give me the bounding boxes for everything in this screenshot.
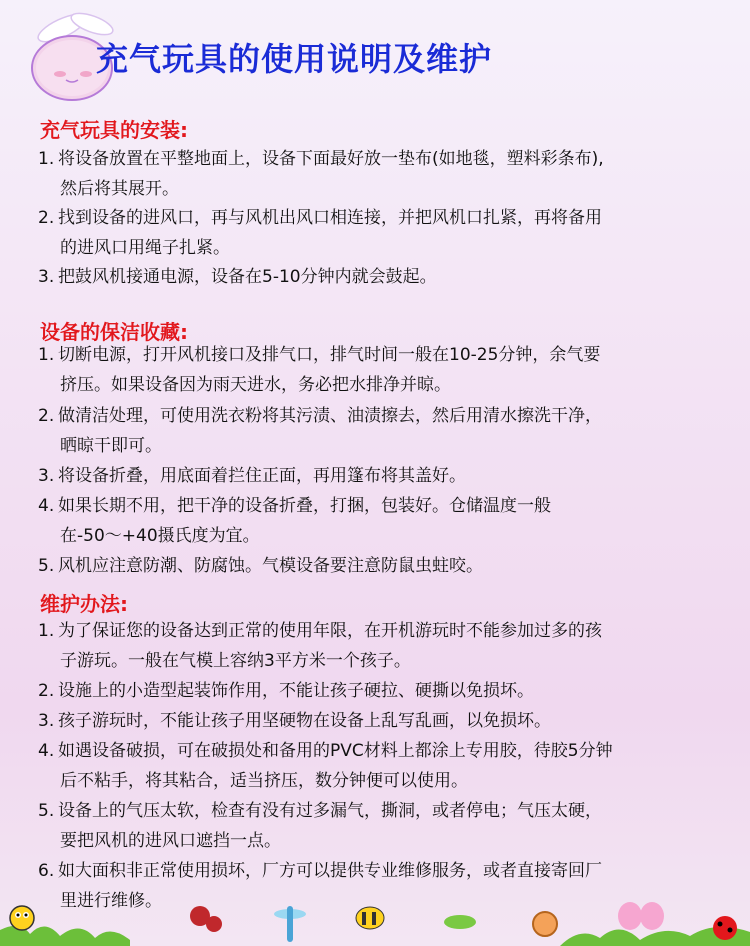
list-item [38, 144, 738, 204]
list-item-text-continued: 里进行维修。 [60, 891, 162, 911]
list-item [38, 340, 738, 400]
list-item [38, 706, 738, 736]
list-item [38, 401, 738, 461]
list-item-text: 设备上的气压太软，检查有没有过多漏气，撕洞，或者停电；气压太硬， [58, 801, 602, 821]
list-item-text-continued: 要把风机的进风口遮挡一点。 [60, 831, 281, 851]
list-item [38, 491, 738, 551]
list-item-text-continued: 后不粘手，将其粘合，适当挤压，数分钟便可以使用。 [60, 771, 468, 791]
list-item-number: 2. [38, 406, 55, 426]
list-item-number: 1. [38, 345, 55, 365]
header [0, 0, 750, 110]
section-heading-installation: 充气玩具的安装: [40, 118, 188, 142]
list-item-text: 如果长期不用，把干净的设备折叠，打捆，包装好。仓储温度一般 [58, 496, 551, 516]
list-item-text-continued: 然后将其展开。 [60, 179, 179, 199]
section-heading-maintenance: 维护办法: [40, 592, 128, 616]
list-item-number: 1. [38, 149, 55, 169]
list-item [38, 736, 738, 796]
list-item-number: 2. [38, 681, 55, 701]
list-item-text: 如大面积非正常使用损坏，厂方可以提供专业维修服务，或者直接寄回厂 [58, 861, 602, 881]
list-item-text: 把鼓风机接通电源，设备在5-10分钟内就会鼓起。 [58, 267, 437, 287]
list-item-text-continued: 晒晾干即可。 [60, 436, 162, 456]
list-item-number: 3. [38, 466, 55, 486]
list-item-text-continued: 在-50～+40摄氏度为宜。 [60, 526, 260, 546]
list-item [38, 262, 738, 292]
list-item-text: 找到设备的进风口，再与风机出风口相连接，并把风机口扎紧，再将备用 [58, 208, 602, 228]
list-item-number: 4. [38, 741, 55, 761]
list-item-number: 3. [38, 711, 55, 731]
list-item [38, 551, 738, 581]
list-item-text: 将设备折叠，用底面着拦住正面，再用篷布将其盖好。 [58, 466, 466, 486]
list-item-text: 做清洁处理，可使用洗衣粉将其污渍、油渍擦去，然后用清水擦洗干净， [58, 406, 602, 426]
list-item-text: 切断电源，打开风机接口及排气口，排气时间一般在10-25分钟，余气要 [58, 345, 601, 365]
list-item-text: 风机应注意防潮、防腐蚀。气模设备要注意防鼠虫蛀咬。 [58, 556, 483, 576]
cartoon-insects-decoration-icon [0, 890, 750, 946]
list-item [38, 796, 738, 856]
list-item [38, 461, 738, 491]
list-item-text-continued: 子游玩。一般在气模上容纳3平方米一个孩子。 [60, 651, 411, 671]
section-heading-cleaning-storage: 设备的保洁收藏: [40, 320, 188, 344]
list-item-text: 为了保证您的设备达到正常的使用年限，在开机游玩时不能参加过多的孩 [58, 621, 602, 641]
list-item [38, 616, 738, 676]
list-item-number: 5. [38, 801, 55, 821]
list-item-number: 1. [38, 621, 55, 641]
list-item-number: 6. [38, 861, 55, 881]
list-item-number: 4. [38, 496, 55, 516]
list-item-number: 5. [38, 556, 55, 576]
list-item-text: 设施上的小造型起装饰作用，不能让孩子硬拉、硬撕以免损坏。 [58, 681, 534, 701]
list-item-number: 3. [38, 267, 55, 287]
list-item-text-continued: 挤压。如果设备因为雨天进水，务必把水排净并晾。 [60, 375, 451, 395]
list-item [38, 203, 738, 263]
list-item-text-continued: 的进风口用绳子扎紧。 [60, 238, 230, 258]
list-item-text: 孩子游玩时，不能让孩子用坚硬物在设备上乱写乱画，以免损坏。 [58, 711, 551, 731]
list-item-number: 2. [38, 208, 55, 228]
list-item [38, 676, 738, 706]
list-item-text: 将设备放置在平整地面上，设备下面最好放一垫布(如地毯，塑料彩条布), [58, 149, 604, 169]
list-item-text: 如遇设备破损，可在破损处和备用的PVC材料上都涂上专用胶，待胶5分钟 [58, 741, 613, 761]
page-title: 充气玩具的使用说明及维护 [96, 40, 493, 78]
